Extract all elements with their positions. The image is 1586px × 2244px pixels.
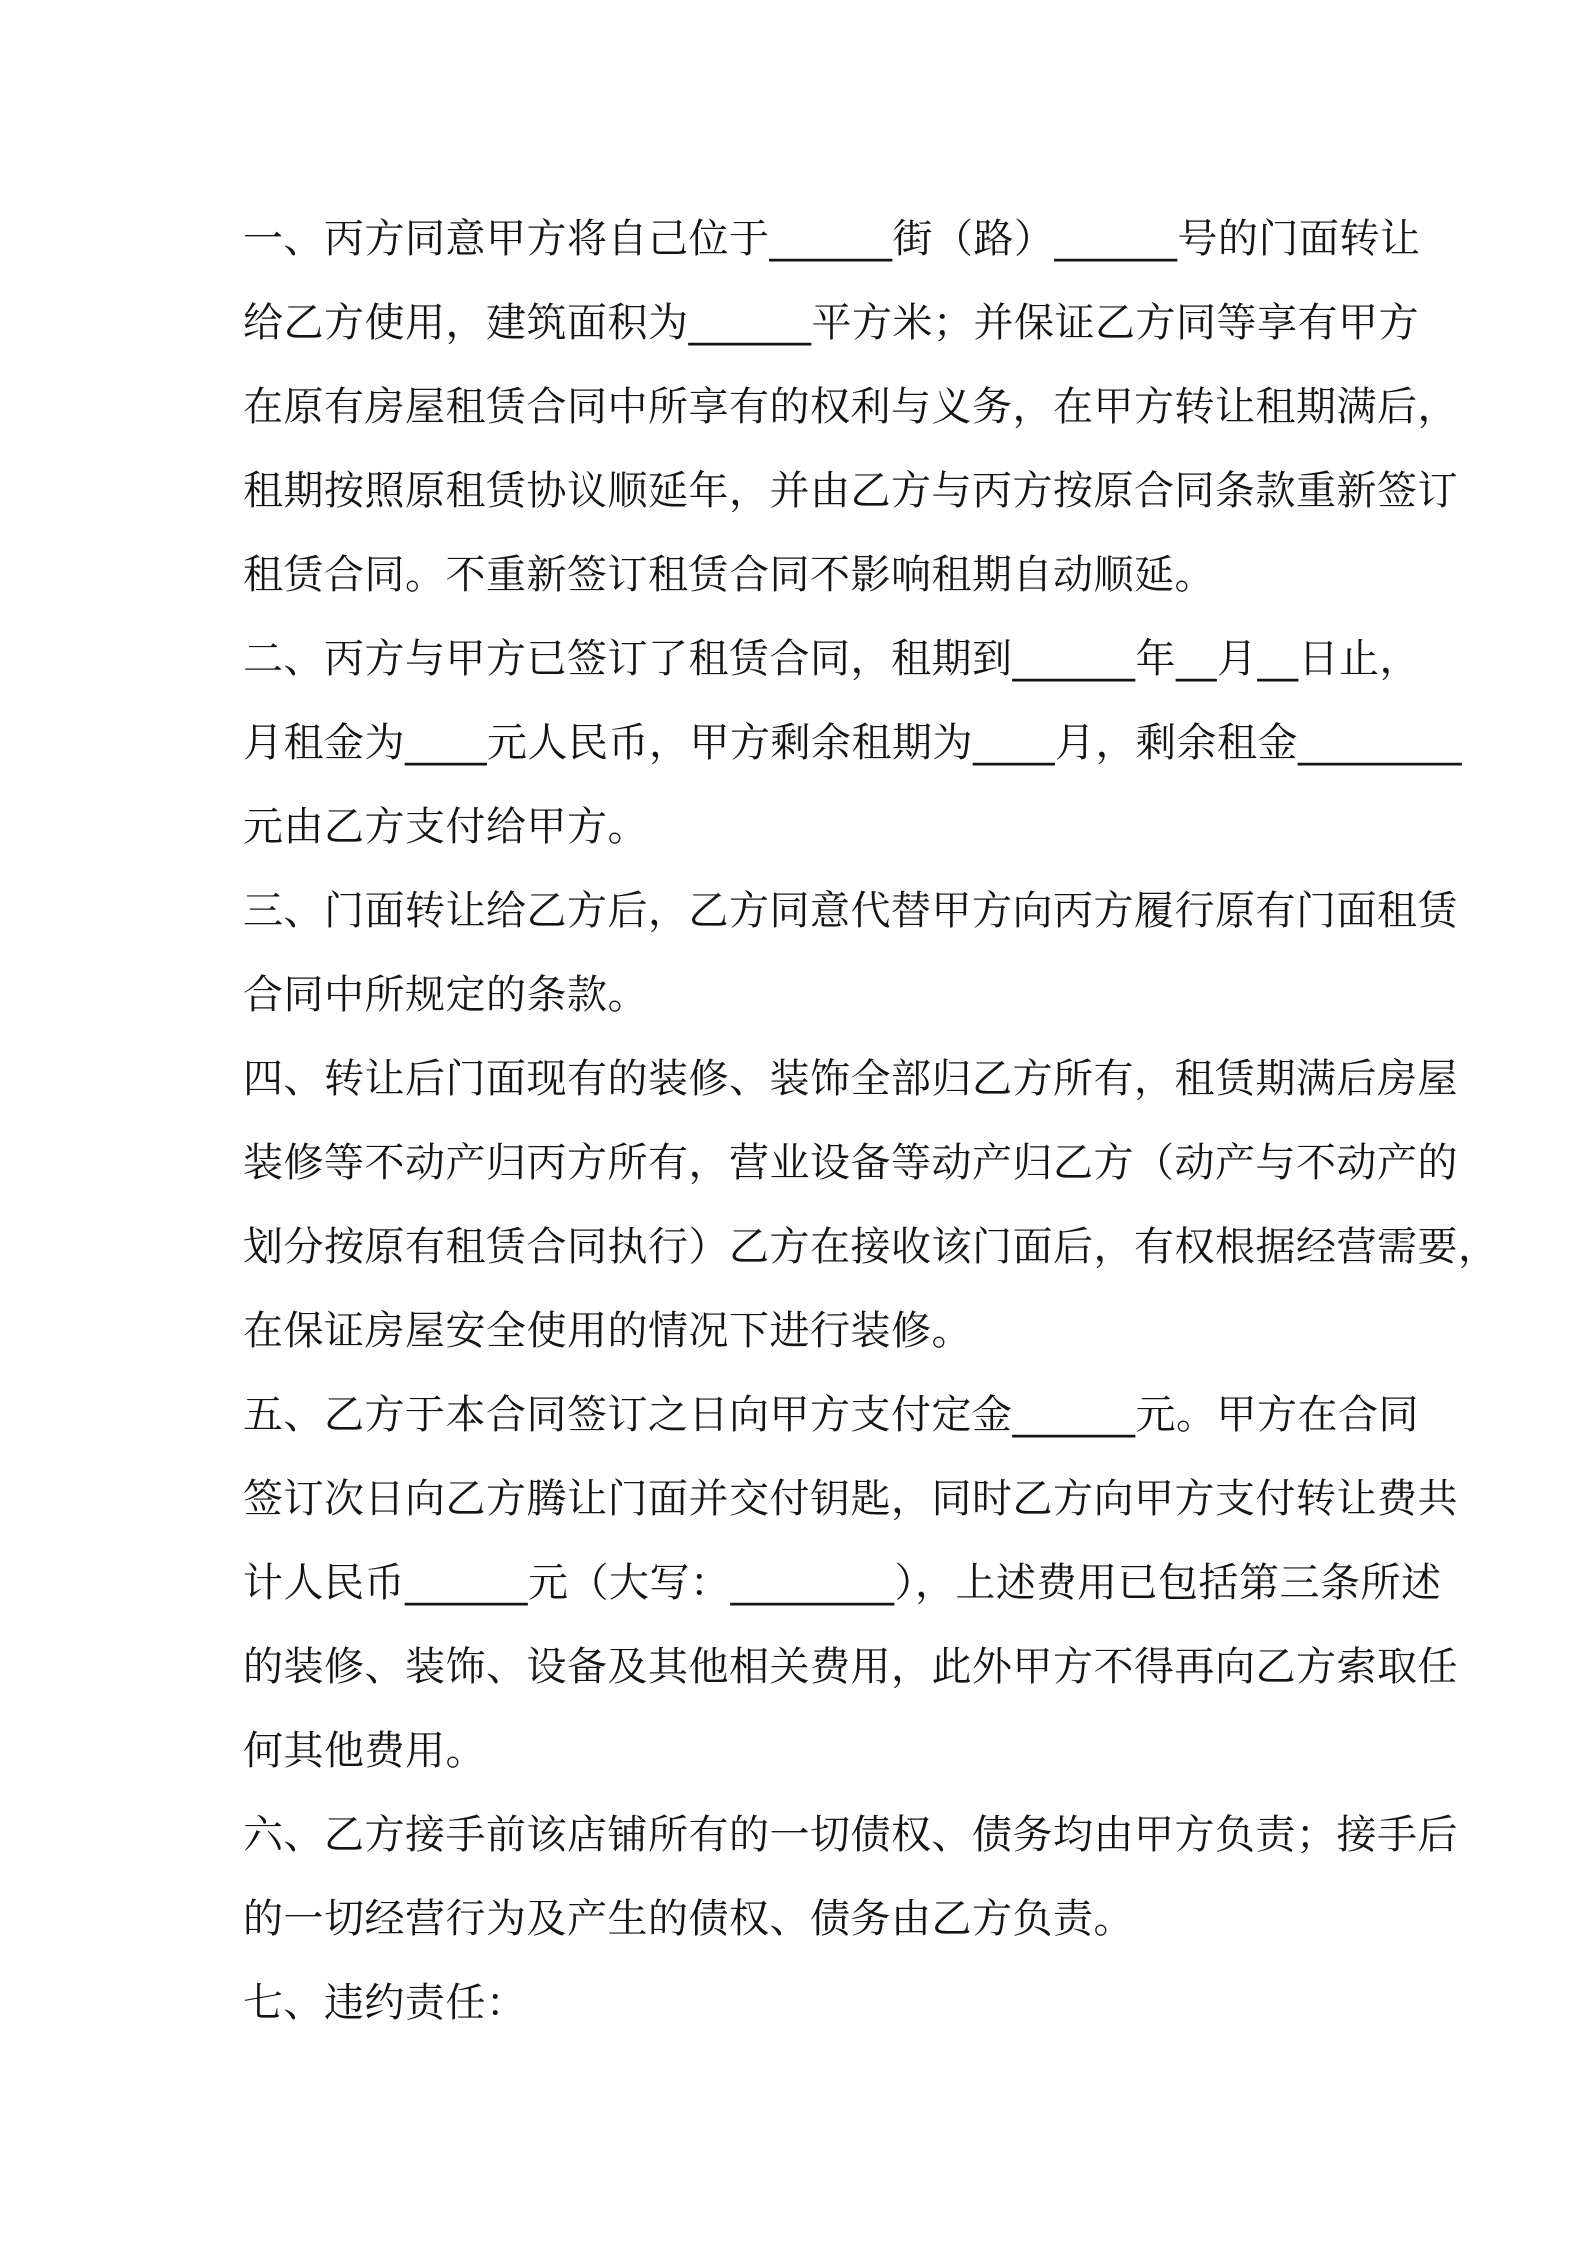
clause-2 [243, 617, 1462, 869]
clause-5-line-4: 的装修、装饰、设备及其他相关费用，此外甲方不得再向乙方索取任 [243, 1644, 1458, 1690]
clause-6-line-2: 的一切经营行为及产生的债权、债务由乙方负责。 [243, 1896, 1134, 1942]
clause-4 [243, 1037, 1499, 1373]
clause-5-line-2: 签订次日向乙方腾让门面并交付钥匙，同时乙方向甲方支付转让费共 [243, 1476, 1458, 1522]
clause-4-line-4: 在保证房屋安全使用的情况下进行装修。 [243, 1308, 972, 1354]
clause-2-line-3: 元由乙方支付给甲方。 [243, 804, 648, 850]
clause-1-line-3: 在原有房屋租赁合同中所享有的权利与义务，在甲方转让租期满后， [243, 384, 1458, 430]
clause-6 [243, 1793, 1458, 1961]
clause-1-line-4: 租期按照原租赁协议顺延年，并由乙方与丙方按原合同条款重新签订 [243, 468, 1458, 514]
clause-4-line-3: 划分按原有租赁合同执行）乙方在接收该门面后，有权根据经营需要， [243, 1224, 1499, 1270]
clause-3 [243, 869, 1458, 1037]
clause-7 [243, 1961, 1353, 2045]
clause-2-line-1: 二、丙方与甲方已签订了租赁合同，租期到______年__月__日止， [243, 636, 1420, 682]
clause-6-line-1: 六、乙方接手前该店铺所有的一切债权、债务均由甲方负责；接手后 [243, 1812, 1458, 1858]
contract-page [243, 197, 1499, 2045]
clause-1 [243, 197, 1458, 617]
clause-4-line-1: 四、转让后门面现有的装修、装饰全部归乙方所有，租赁期满后房屋 [243, 1056, 1458, 1102]
clause-4-line-2: 装修等不动产归丙方所有，营业设备等动产归乙方（动产与不动产的 [243, 1140, 1458, 1186]
clause-1-line-1: 一、丙方同意甲方将自己位于______街（路）______号的门面转让 [243, 216, 1421, 262]
clause-3-line-2: 合同中所规定的条款。 [243, 972, 648, 1018]
clause-2-line-2: 月租金为____元人民币，甲方剩余租期为____月，剩余租金________ [243, 720, 1462, 766]
clause-7-heading: 七、违约责任： [243, 1980, 527, 2026]
clause-1-line-5: 租赁合同。不重新签订租赁合同不影响租期自动顺延。 [243, 552, 1215, 598]
clause-5-line-3: 计人民币______元（大写：________），上述费用已包括第三条所述 [243, 1560, 1442, 1606]
clause-1-line-2: 给乙方使用，建筑面积为______平方米；并保证乙方同等享有甲方 [243, 300, 1419, 346]
clause-5 [243, 1373, 1458, 1793]
clause-3-line-1: 三、门面转让给乙方后，乙方同意代替甲方向丙方履行原有门面租赁 [243, 888, 1458, 934]
clause-5-line-5: 何其他费用。 [243, 1728, 486, 1774]
clause-5-line-1: 五、乙方于本合同签订之日向甲方支付定金______元。甲方在合同 [243, 1392, 1419, 1438]
